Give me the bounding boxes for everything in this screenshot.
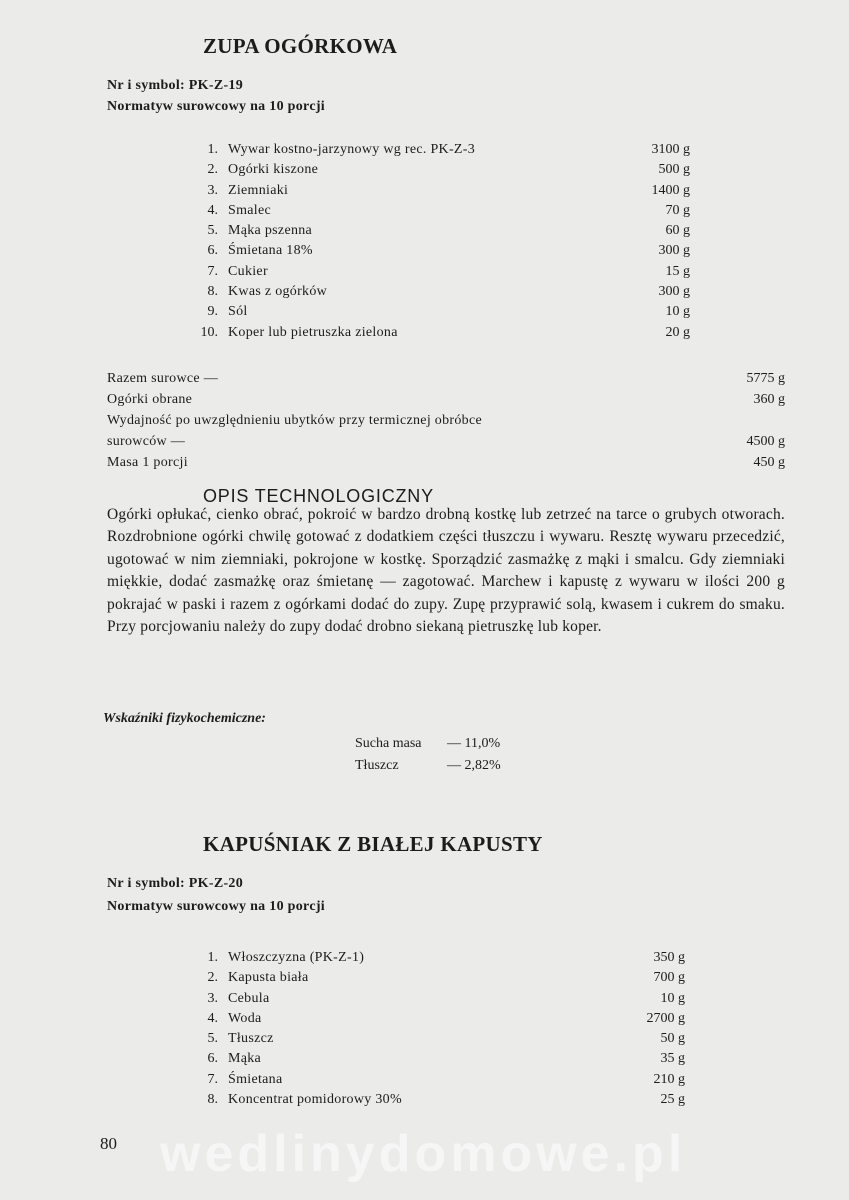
indicators-label: Wskaźniki fizykochemiczne: xyxy=(103,711,266,726)
ingredient-name: Sól xyxy=(228,304,248,320)
ingredient-name: Śmietana 18% xyxy=(228,243,313,259)
ingredient-name: Wywar kostno-jarzynowy wg rec. PK-Z-3 xyxy=(228,142,476,157)
ingredient-row xyxy=(188,201,690,221)
summary-amount: 360 g xyxy=(753,392,785,407)
ingredient-amount: 700 g xyxy=(653,970,685,986)
summary-label: Ogórki obrane xyxy=(107,392,193,407)
summary-row xyxy=(107,369,785,390)
ingredient-number: 2. xyxy=(207,162,218,178)
indicator-label: Tłuszcz xyxy=(355,758,399,773)
ingredient-amount: 60 g xyxy=(665,223,690,239)
indicator-label: Sucha masa xyxy=(355,736,422,751)
ingredient-amount: 2700 g xyxy=(646,1010,685,1026)
ingredient-list xyxy=(188,948,685,1110)
ingredient-name: Mąka pszenna xyxy=(228,223,313,239)
ingredient-row xyxy=(188,221,690,241)
recipe-norm: Normatyw surowcowy na 10 porcji xyxy=(107,99,325,114)
ingredient-name: Kapusta biała xyxy=(228,970,309,986)
recipe-symbol: Nr i symbol: PK-Z-20 xyxy=(107,876,244,891)
ingredient-name: Włoszczyzna (PK-Z-1) xyxy=(228,950,365,965)
ingredient-row xyxy=(188,302,690,322)
ingredient-number: 6. xyxy=(207,243,218,259)
recipe-symbol: Nr i symbol: PK-Z-19 xyxy=(107,78,244,93)
ingredient-number: 7. xyxy=(207,263,218,279)
ingredient-amount: 300 g xyxy=(658,284,690,300)
ingredient-number: 10. xyxy=(200,324,218,340)
ingredient-amount: 300 g xyxy=(658,243,690,259)
ingredient-amount: 3100 g xyxy=(651,142,690,157)
ingredient-row xyxy=(188,1049,685,1069)
summary-label: surowców — xyxy=(107,434,186,449)
ingredient-amount: 20 g xyxy=(665,324,690,340)
ingredient-amount: 10 g xyxy=(665,304,690,320)
technology-description: Ogórki opłukać, cienko obrać, pokroić w bardzo drobną kostkę lub zetrzeć na tarce o grubych otworach. Rozdrobnione ogórki chwilę gotować z dodatkiem części tłuszczu i wywaru. Resztę wywaru przecedzić, ugotować w nim ziemniaki, pokrojone w kostkę. Sporządzić zasmażkę z mąki i smalcu. Gdy ziemniaki miękkie, dodać zasmażkę oraz śmietanę — zagotować. Marchew i kapustę z wywaru w ilości 200 g pokrajać w paski i razem z ogórkami dodać do zupy. Zupę przyprawić solą, kwasem i cukrem do smaku. Przy porcjowaniu należy do zupy dodać drobno siekaną pietruszkę lub koper. xyxy=(107,506,785,636)
ingredient-amount: 50 g xyxy=(660,1031,685,1047)
recipe-title: ZUPA OGÓRKOWA xyxy=(203,34,398,58)
ingredient-amount: 350 g xyxy=(653,950,685,965)
ingredient-amount: 500 g xyxy=(658,162,690,178)
ingredient-name: Cukier xyxy=(228,263,268,279)
ingredient-name: Smalec xyxy=(228,202,272,218)
ingredient-number: 3. xyxy=(207,990,218,1006)
ingredient-number: 7. xyxy=(207,1071,218,1087)
ingredient-name: Ziemniaki xyxy=(228,182,289,198)
summary-amount xyxy=(705,411,785,432)
ingredient-number: 8. xyxy=(207,1092,218,1108)
recipe-norm: Normatyw surowcowy na 10 porcji xyxy=(107,899,325,914)
summary-label: Wydajność po uwzględnieniu ubytków przy termicznej obróbce xyxy=(107,413,483,428)
ingredient-number: 4. xyxy=(207,202,218,218)
summary-row xyxy=(107,432,785,453)
ingredient-number: 5. xyxy=(207,223,218,239)
ingredient-amount: 70 g xyxy=(665,202,690,218)
summary-amount: 5775 g xyxy=(746,371,785,386)
summary-label: Razem surowce — xyxy=(107,371,219,386)
ingredient-row xyxy=(188,1070,685,1090)
ingredient-number: 1. xyxy=(207,950,218,965)
ingredient-name: Śmietana xyxy=(228,1071,283,1087)
ingredient-name: Kwas z ogórków xyxy=(228,284,328,300)
ingredient-row xyxy=(188,1090,685,1110)
ingredient-amount: 10 g xyxy=(660,990,685,1006)
ingredient-number: 8. xyxy=(207,284,218,300)
summary-amount: 450 g xyxy=(753,455,785,470)
ingredient-row xyxy=(188,1009,685,1029)
ingredient-row xyxy=(188,241,690,261)
summary-list xyxy=(107,369,785,474)
ingredient-name: Ogórki kiszone xyxy=(228,162,319,178)
ingredient-row xyxy=(188,181,690,201)
indicator-value: — 11,0% xyxy=(447,736,501,751)
summary-row xyxy=(107,390,785,411)
ingredient-number: 4. xyxy=(207,1010,218,1026)
ingredient-number: 3. xyxy=(207,182,218,198)
ingredient-amount: 25 g xyxy=(660,1092,685,1108)
ingredient-row xyxy=(188,968,685,988)
ingredient-number: 2. xyxy=(207,970,218,986)
ingredient-row xyxy=(188,140,690,160)
ingredient-amount: 35 g xyxy=(660,1051,685,1067)
ingredient-row xyxy=(188,948,685,968)
ingredient-name: Koncentrat pomidorowy 30% xyxy=(228,1092,402,1108)
recipe-title: KAPUŚNIAK Z BIAŁEJ KAPUSTY xyxy=(203,832,543,856)
ingredient-row xyxy=(188,989,685,1009)
ingredient-number: 5. xyxy=(207,1031,218,1047)
ingredient-amount: 1400 g xyxy=(651,182,690,198)
ingredient-name: Cebula xyxy=(228,990,270,1006)
watermark: wedlinydomowe.pl xyxy=(160,1125,687,1183)
indicator-value: — 2,82% xyxy=(447,758,501,773)
ingredient-name: Woda xyxy=(228,1010,262,1026)
ingredient-list xyxy=(188,140,690,343)
summary-amount: 4500 g xyxy=(746,434,785,449)
ingredient-row xyxy=(188,262,690,282)
ingredient-row xyxy=(188,160,690,180)
ingredient-number: 6. xyxy=(207,1051,218,1067)
ingredient-row xyxy=(188,1029,685,1049)
ingredient-row xyxy=(188,323,690,343)
ingredient-amount: 210 g xyxy=(653,1071,685,1087)
ingredient-name: Tłuszcz xyxy=(228,1031,274,1047)
summary-label: Masa 1 porcji xyxy=(107,455,188,470)
summary-row xyxy=(107,453,785,474)
page-number: 80 xyxy=(100,1134,117,1153)
indicators xyxy=(355,733,501,777)
ingredient-name: Mąka xyxy=(228,1051,262,1067)
ingredient-row xyxy=(188,282,690,302)
ingredient-amount: 15 g xyxy=(665,263,690,279)
summary-row xyxy=(107,411,785,432)
section-heading: OPIS TECHNOLOGICZNY xyxy=(203,486,434,506)
ingredient-number: 9. xyxy=(207,304,218,320)
ingredient-name: Koper lub pietruszka zielona xyxy=(228,324,398,340)
ingredient-number: 1. xyxy=(207,142,218,157)
